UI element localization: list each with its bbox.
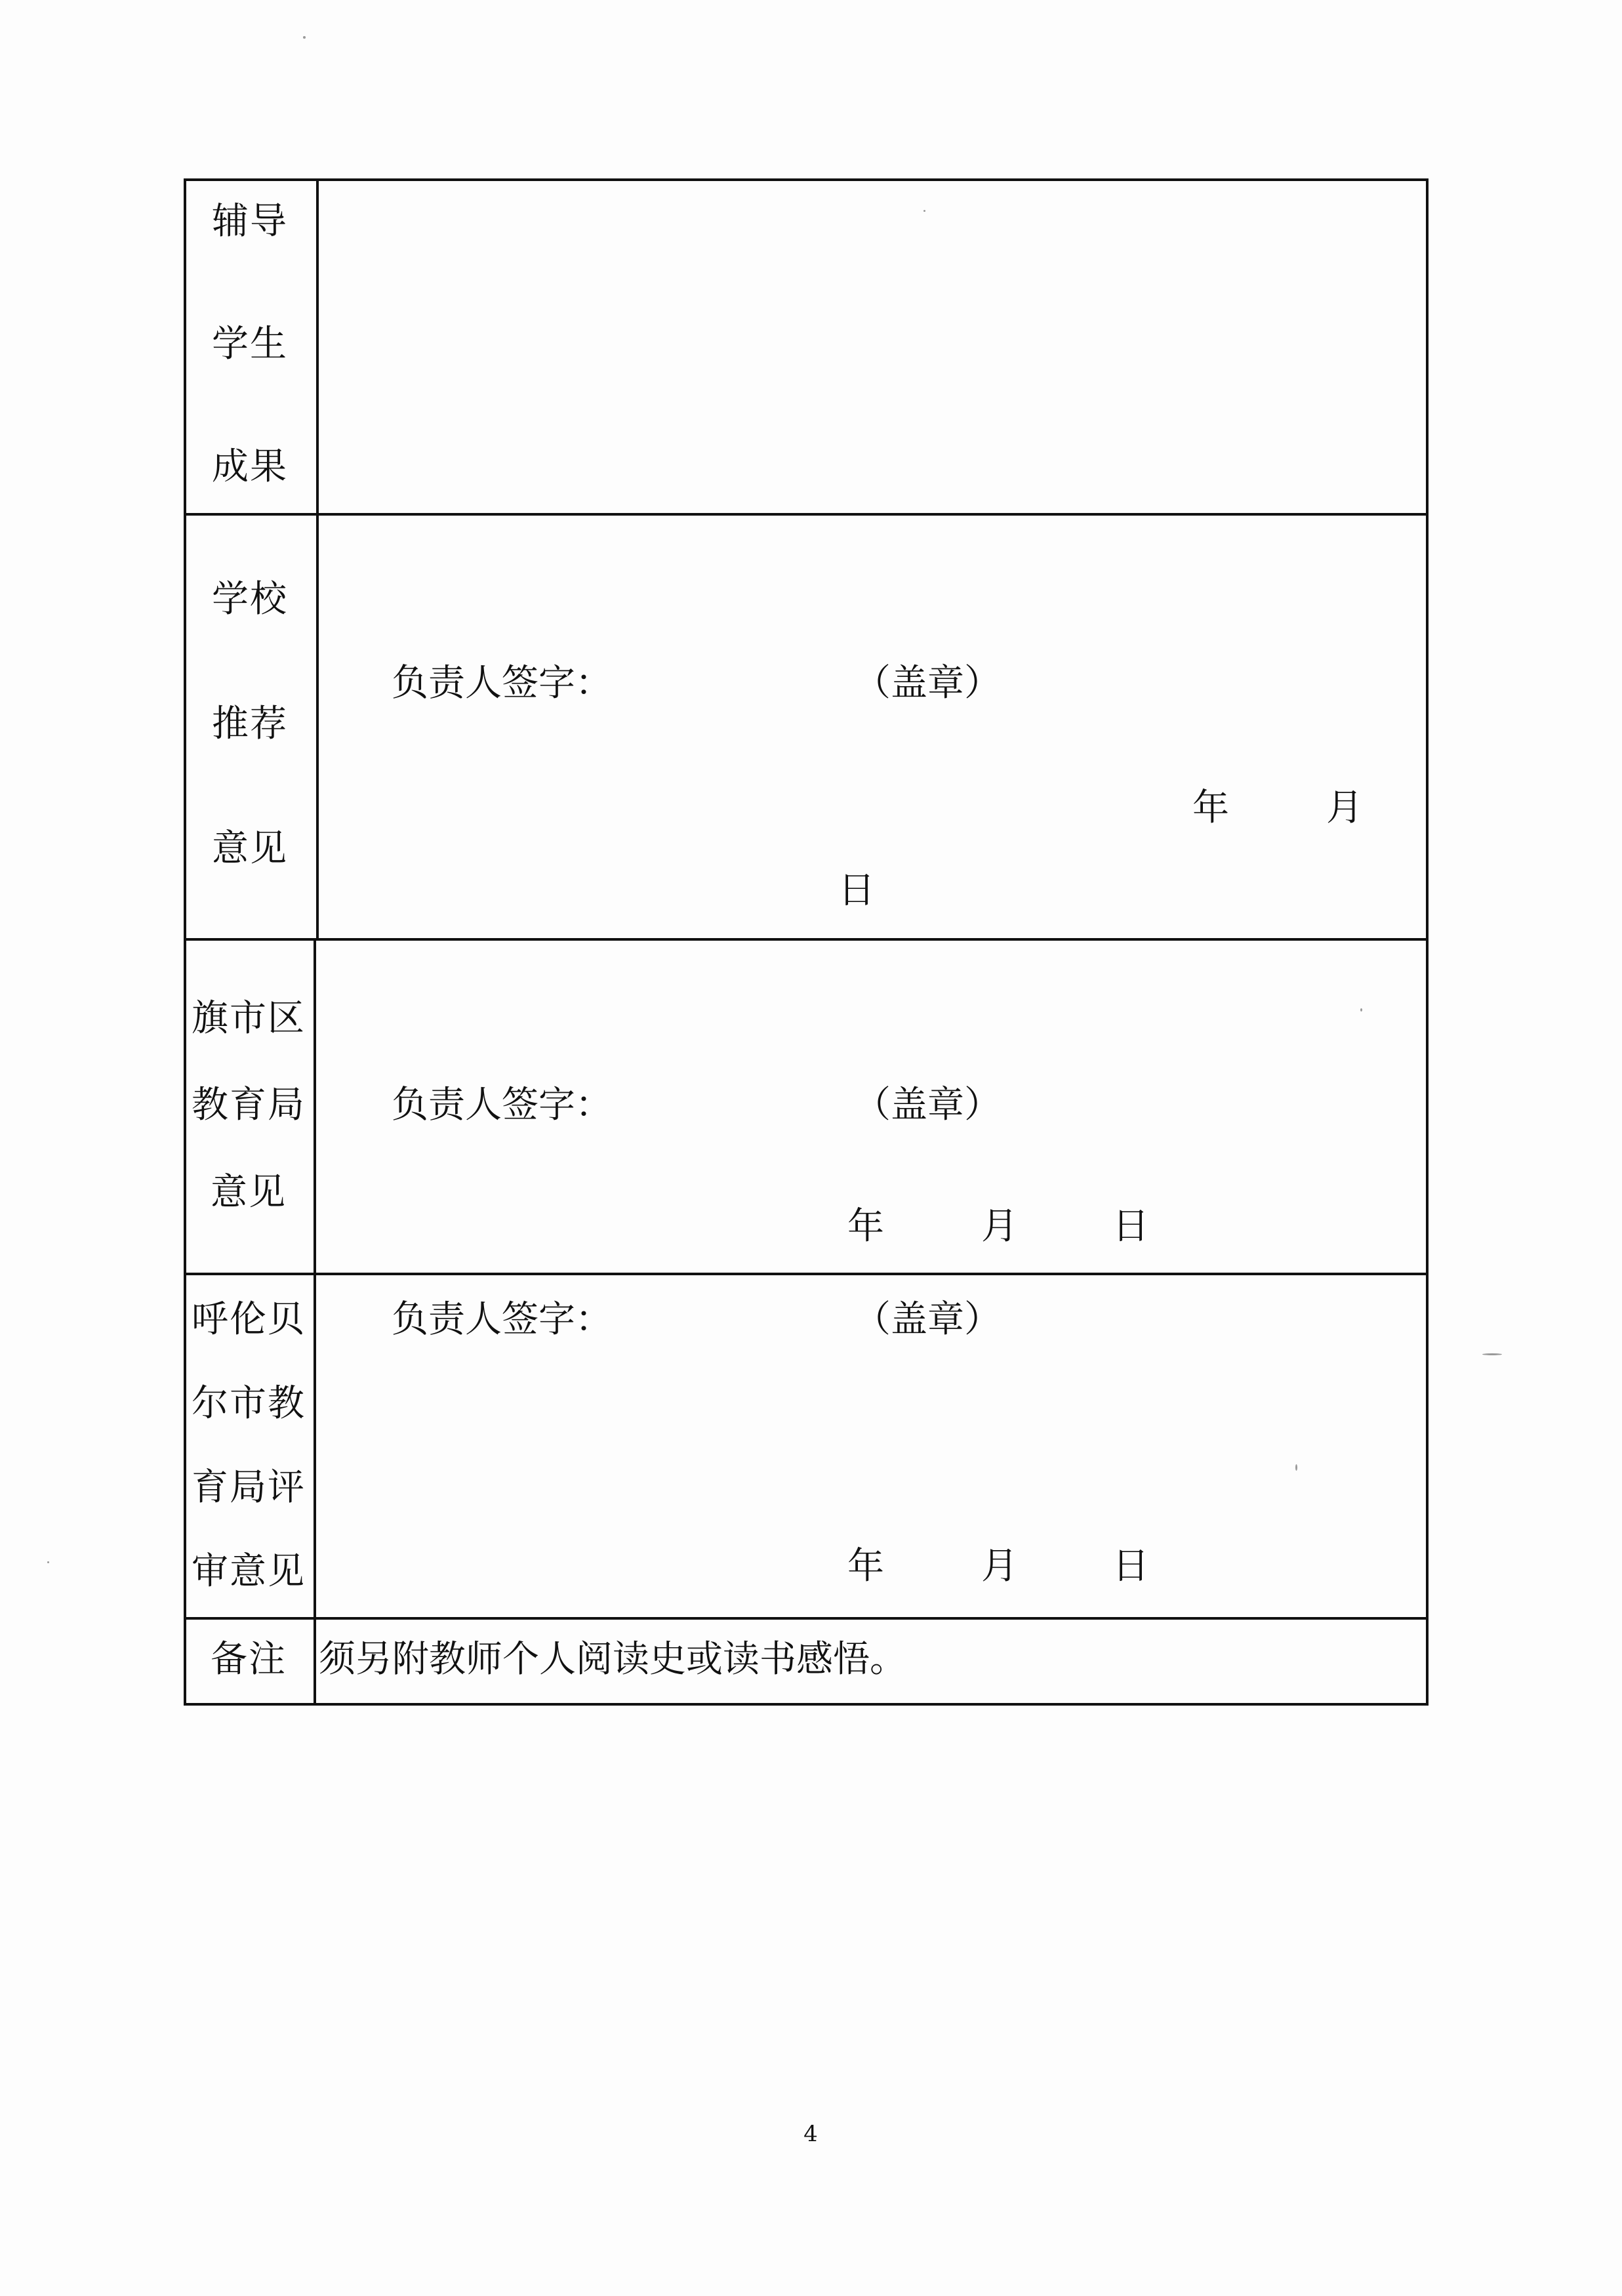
guidance-results-label-line: 辅导 xyxy=(212,200,288,243)
school-opinion-label-line: 意见 xyxy=(212,827,288,870)
school-signature-label: 负责人签字： xyxy=(392,662,612,705)
page-number: 4 xyxy=(803,2121,818,2147)
remarks-content: 须另附教师个人阅读史或读书感悟。 xyxy=(319,1638,906,1681)
school-date-month: 月 xyxy=(1326,787,1363,829)
district-date-month: 月 xyxy=(981,1205,1018,1248)
district-signature-label: 负责人签字： xyxy=(392,1084,612,1126)
guidance-results-label-line: 成果 xyxy=(212,445,288,488)
row-divider xyxy=(184,513,1429,516)
row-divider xyxy=(184,1617,1429,1620)
remarks-label: 备注 xyxy=(211,1638,287,1681)
city-seal-label: （盖章） xyxy=(854,1298,1001,1341)
row-divider xyxy=(184,938,1429,941)
district-bureau-label-line: 教育局 xyxy=(192,1084,306,1126)
city-bureau-label-line: 呼伦贝 xyxy=(192,1298,306,1341)
school-date-year: 年 xyxy=(1192,787,1229,829)
label-column-divider xyxy=(314,938,316,1706)
recommendation-form-table xyxy=(184,178,1429,1706)
school-opinion-label-line: 推荐 xyxy=(212,703,288,745)
label-column-divider xyxy=(316,178,319,939)
table-border-right xyxy=(1426,178,1429,1706)
district-date-day: 日 xyxy=(1112,1205,1149,1248)
city-bureau-label-line: 尔市教 xyxy=(192,1382,306,1425)
city-bureau-label-line: 审意见 xyxy=(192,1550,306,1593)
table-border-top xyxy=(184,178,1429,181)
guidance-results-field[interactable] xyxy=(321,184,1423,510)
city-signature-label: 负责人签字： xyxy=(392,1298,612,1341)
school-seal-label: （盖章） xyxy=(854,662,1001,705)
district-bureau-label-line: 意见 xyxy=(211,1171,287,1214)
city-date-year: 年 xyxy=(847,1545,884,1588)
district-seal-label: （盖章） xyxy=(854,1084,1001,1126)
city-date-month: 月 xyxy=(981,1545,1018,1588)
city-bureau-label-line: 育局评 xyxy=(192,1466,306,1509)
guidance-results-label-line: 学生 xyxy=(212,323,288,365)
table-border-bottom xyxy=(184,1703,1429,1706)
city-date-day: 日 xyxy=(1112,1545,1149,1588)
district-bureau-label-line: 旗市区 xyxy=(192,997,306,1040)
school-opinion-label-line: 学校 xyxy=(212,578,288,621)
row-divider xyxy=(184,1273,1429,1275)
district-date-year: 年 xyxy=(847,1205,884,1248)
school-date-day: 日 xyxy=(838,869,875,912)
